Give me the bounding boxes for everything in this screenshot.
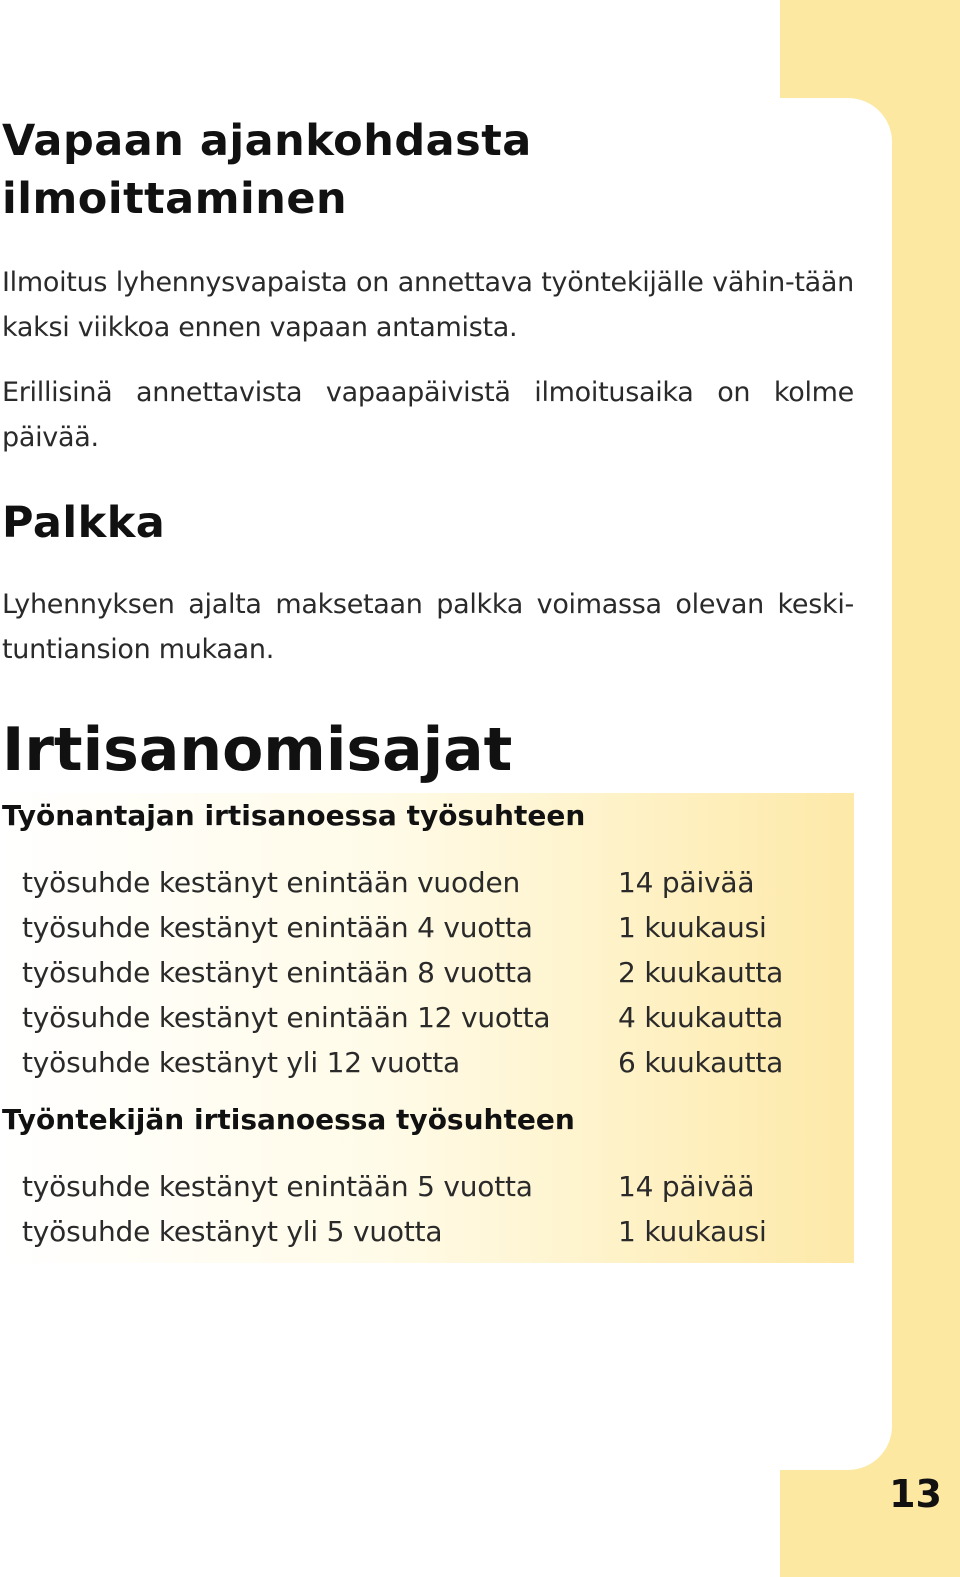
condition-text: työsuhde kestänyt yli 12 vuotta [22,1046,460,1079]
notice-title-line2: ilmoittaminen [2,174,348,224]
period-text: 2 kuukautta [618,956,784,989]
condition-text: työsuhde kestänyt enintään 5 vuotta [22,1170,533,1203]
employer-termination-heading: Työnantajan irtisanoessa työsuhteen [2,799,586,832]
period-text: 1 kuukausi [618,911,767,944]
period-text: 14 päivää [618,1170,755,1203]
termination-title: Irtisanomisajat [2,715,513,785]
salary-title: Palkka [2,498,166,548]
notice-title-line1: Vapaan ajankohdasta [2,116,532,166]
period-text: 14 päivää [618,866,755,899]
notice-paragraph-2: Erillisinä annettavista vapaapäivistä ilmoitusaika on kolme päivää. [2,377,854,453]
condition-text: työsuhde kestänyt enintään vuoden [22,866,521,899]
list-item [22,860,842,905]
employee-termination-heading: Työntekijän irtisanoessa työsuhteen [2,1103,575,1136]
notice-paragraph-1: Ilmoitus lyhennysvapaista on annettava työntekijälle vähin-tään kaksi viikkoa ennen vapaan antamista. [2,267,854,343]
employer-periods-list [22,860,842,1085]
salary-paragraph: Lyhennyksen ajalta maksetaan palkka voimassa olevan keski-tuntiansion mukaan. [2,589,854,665]
period-text: 4 kuukautta [618,1001,784,1034]
list-item [22,995,842,1040]
list-item [22,1164,842,1209]
period-text: 1 kuukausi [618,1215,767,1248]
period-text: 6 kuukautta [618,1046,784,1079]
list-item [22,905,842,950]
condition-text: työsuhde kestänyt yli 5 vuotta [22,1215,443,1248]
condition-text: työsuhde kestänyt enintään 8 vuotta [22,956,533,989]
list-item [22,1040,842,1085]
condition-text: työsuhde kestänyt enintään 4 vuotta [22,911,533,944]
list-item [22,1209,842,1254]
page-number: 13 [889,1472,942,1516]
list-item [22,950,842,995]
employee-periods-list [22,1164,842,1254]
condition-text: työsuhde kestänyt enintään 12 vuotta [22,1001,551,1034]
